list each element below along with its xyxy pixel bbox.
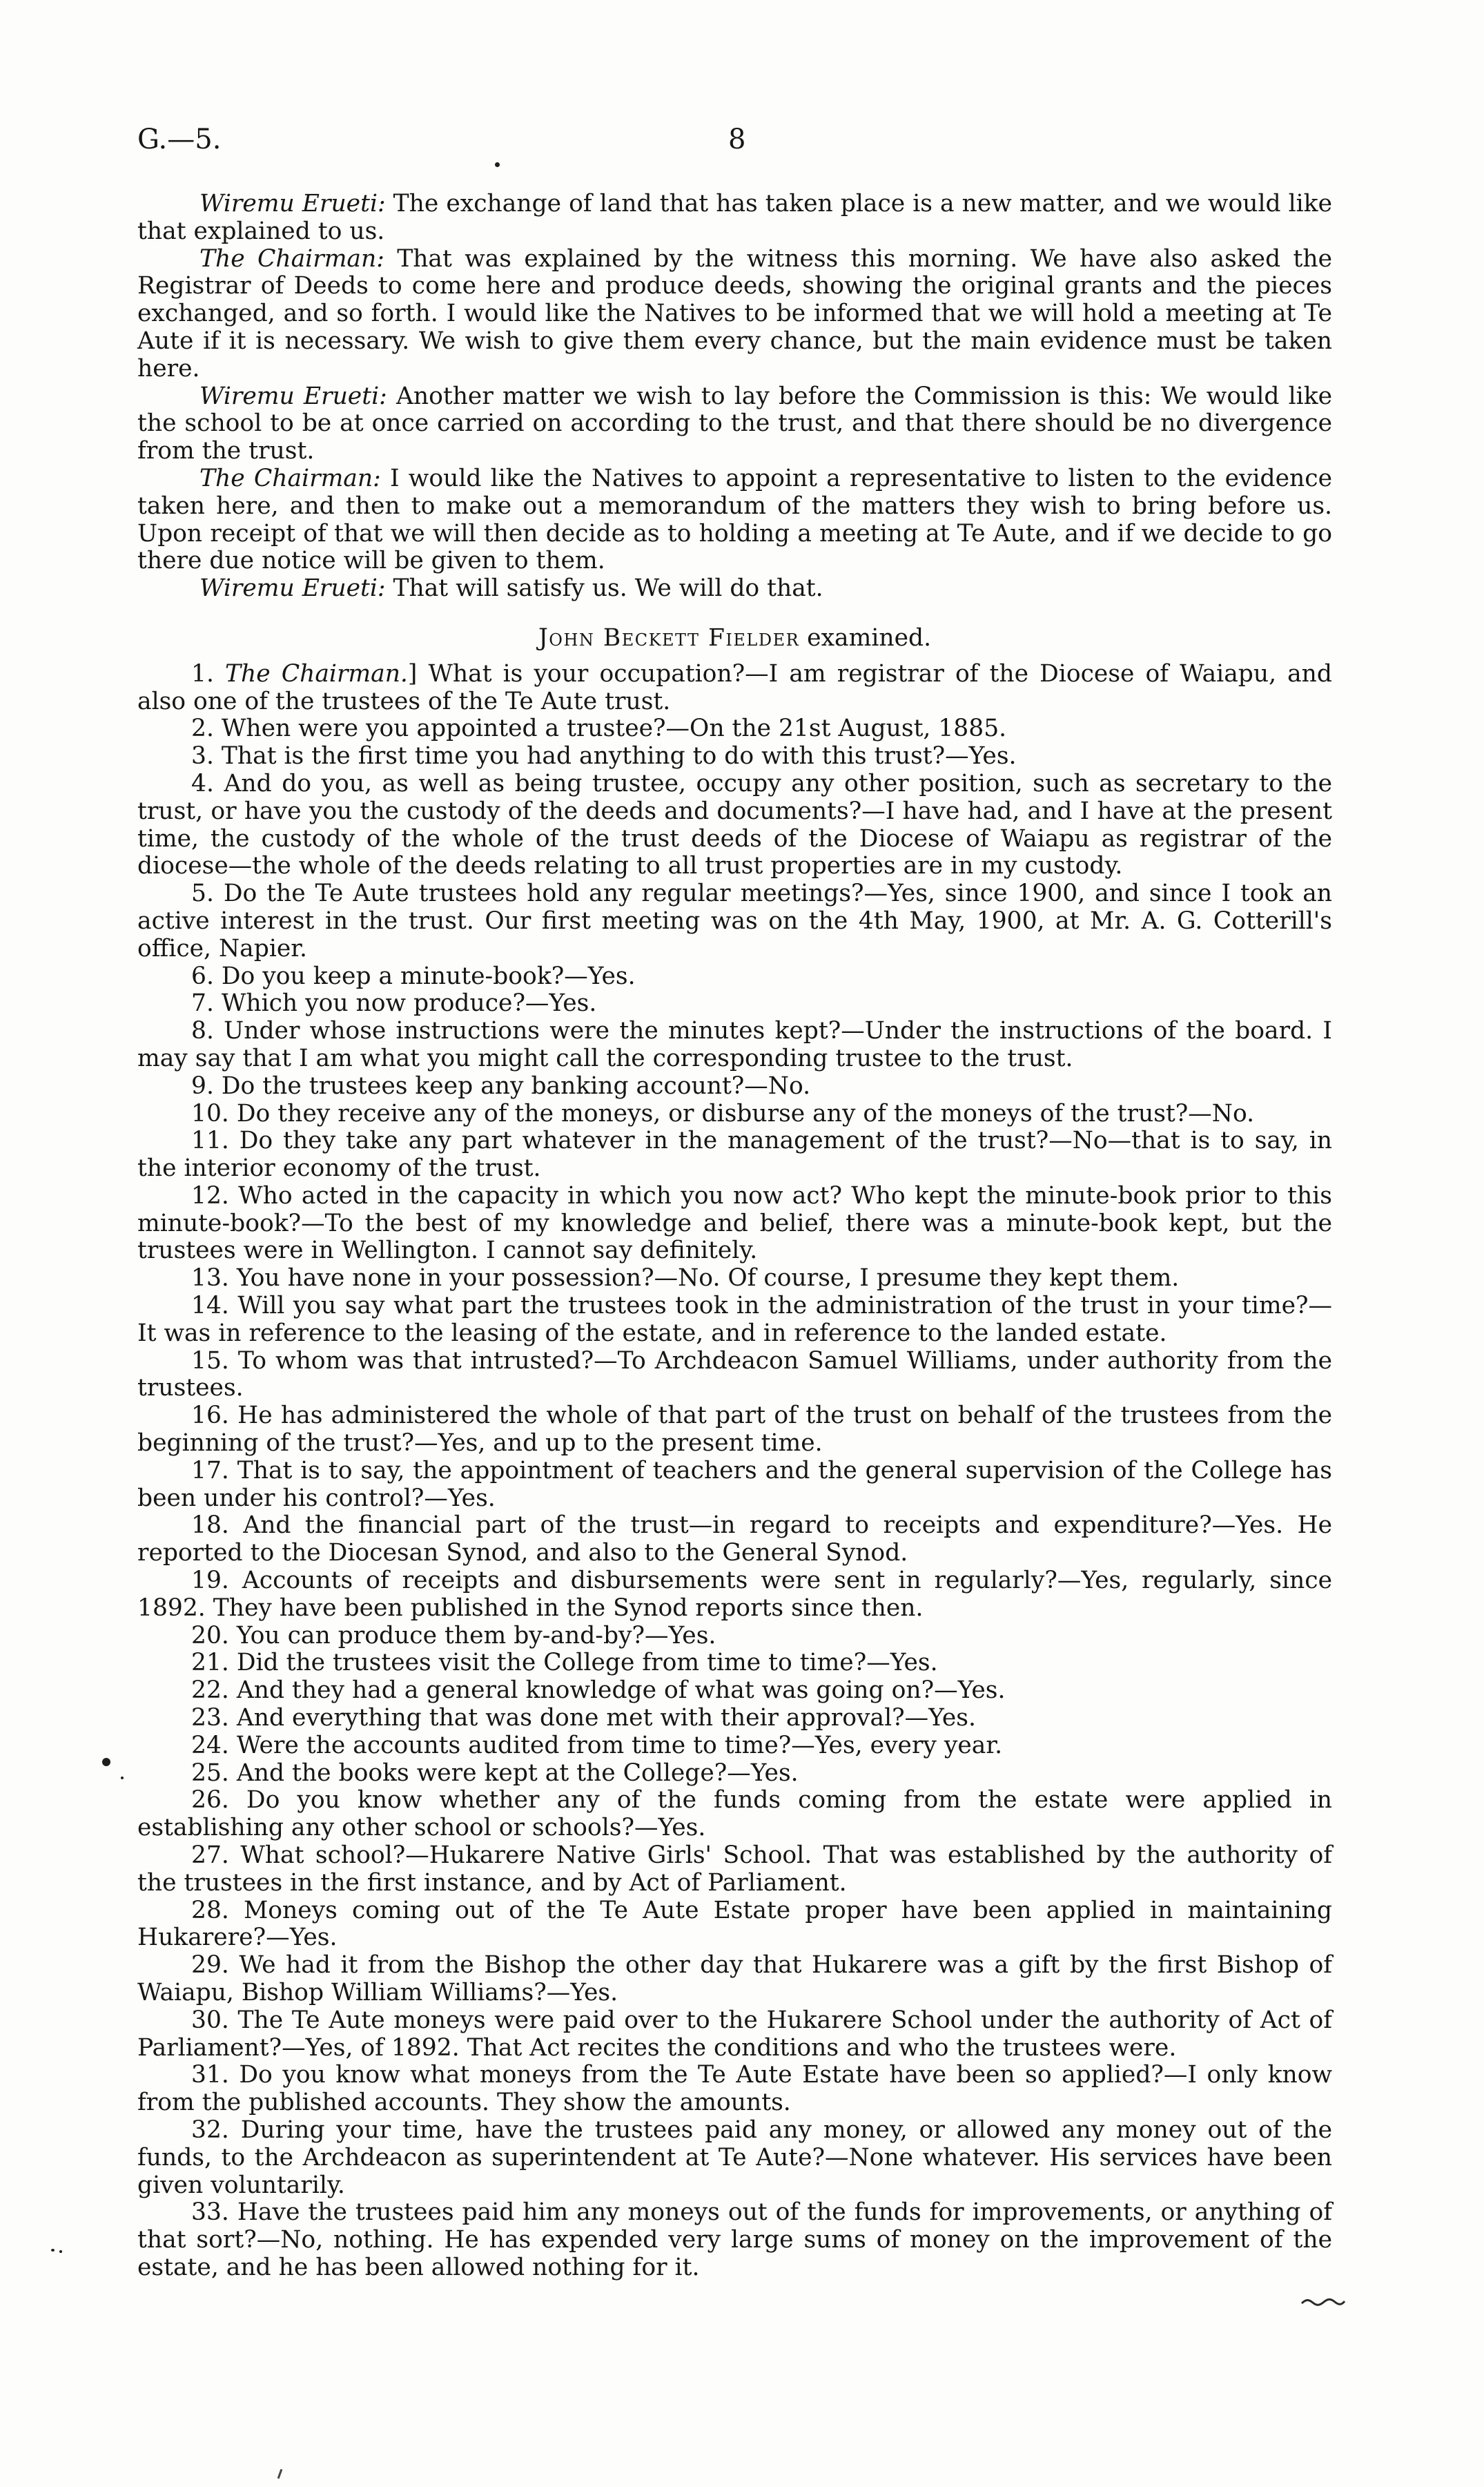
question-answer-text: You have none in your possession?—No. Of course, I presume they kept them. <box>236 1264 1180 1293</box>
question-answer-text: Accounts of receipts and disbursements were sent in regularly?—Yes, regularly, since 1892. They have been published in the Synod reports since then. <box>137 1567 1332 1622</box>
question-answer <box>137 1897 1332 1953</box>
question-number: 6. <box>191 962 214 990</box>
dialogue-paragraph <box>137 191 1332 246</box>
question-number: 3. <box>191 742 214 771</box>
question-answer <box>137 963 1332 991</box>
question-answer-text: And the financial part of the trust—in regard to receipts and expenditure?—Yes. He reported to the Diocesan Synod, and also to the General Synod. <box>137 1511 1333 1567</box>
question-answer-text: Who acted in the capacity in which you now act? Who kept the minute-book prior to this minute-book?—To the best of my knowledge and belief, there was a minute-book kept, but the trustees were in Wellington. I cannot say definitely. <box>137 1181 1332 1265</box>
question-answer-text: ] What is your occupation?—I am registrar of the Diocese of Waiapu, and also one of the trustees of the Te Aute trust. <box>137 659 1332 715</box>
question-answer <box>137 1293 1332 1348</box>
question-answer <box>137 1348 1332 1403</box>
question-number: 13. <box>191 1264 229 1293</box>
ink-mark <box>277 2469 283 2479</box>
question-number: 19. <box>191 1567 229 1595</box>
ink-speck <box>495 162 500 167</box>
question-number: 17. <box>191 1456 229 1484</box>
document-reference: G.—5. <box>137 124 222 155</box>
question-number: 25. <box>191 1759 229 1787</box>
question-number: 14. <box>191 1292 229 1320</box>
question-number: 32. <box>191 2116 229 2144</box>
question-answer-text: And they had a general knowledge of what was going on?—Yes. <box>236 1676 1006 1705</box>
question-answer <box>137 1018 1332 1073</box>
ink-speck <box>102 1758 110 1766</box>
document-body <box>137 191 1332 2282</box>
question-answer-text: That is to say, the appointment of teachers and the general supervision of the College has been under his control?—Yes. <box>137 1456 1332 1512</box>
question-answer <box>137 661 1332 716</box>
speaker-name: Wiremu Erueti: <box>199 382 387 410</box>
question-answer-text: Do you know whether any of the funds coming from the estate were applied in establishing any other school or schools?—Yes. <box>137 1786 1332 1842</box>
question-answer <box>137 771 1332 880</box>
question-number: 11. <box>191 1127 229 1155</box>
question-answer <box>137 715 1332 743</box>
speaker-name: Wiremu Erueti: <box>199 190 386 217</box>
dialogue-text: That was explained by the witness this morning. We have also asked the Registrar of Deeds to come here and produce deeds, showing the original grants and the pieces exchanged, and so forth. I would like the Natives to be informed that we will hold a meeting at Te Aute if it is necessary. We wish to give them every chance, but the main evidence must be taken here. <box>137 244 1333 383</box>
question-number: 4. <box>191 769 214 797</box>
question-number: 2. <box>191 715 214 743</box>
question-answer <box>137 990 1332 1018</box>
question-answer <box>137 1787 1332 1842</box>
dialogue-text: That will satisfy us. We will do that. <box>393 574 823 603</box>
question-answer <box>137 1760 1332 1788</box>
dialogue-paragraph <box>137 383 1332 465</box>
speaker-name: The Chairman: <box>199 244 384 273</box>
question-answer-text: The Te Aute moneys were paid over to the Hukarere School under the authority of Act of Parliament?—Yes, of 1892. That Act recites the conditions and who the trustees were. <box>137 2006 1333 2062</box>
question-answer <box>137 1705 1332 1732</box>
question-number: 9. <box>191 1072 214 1100</box>
question-answer-text: Which you now produce?—Yes. <box>221 989 597 1018</box>
question-number: 33. <box>191 2198 229 2227</box>
question-number: 27. <box>191 1841 229 1870</box>
question-number: 28. <box>191 1896 229 1924</box>
question-answer <box>137 1101 1332 1128</box>
question-answer <box>137 2062 1332 2117</box>
question-answer-text: During your time, have the trustees paid any money, or allowed any money out of the funds, to the Archdeacon as superintendent at Te Aute?—None whatever. His services have been given voluntarily. <box>137 2116 1333 2199</box>
question-answer <box>137 743 1332 771</box>
question-answer-text: Did the trustees visit the College from time to time?—Yes. <box>236 1649 938 1677</box>
witness-name: John Beckett Fielder <box>538 623 800 652</box>
question-answer <box>137 2199 1332 2281</box>
question-answer <box>137 1842 1332 1897</box>
question-number: 21. <box>191 1649 229 1677</box>
question-number: 26. <box>191 1786 229 1815</box>
question-answer <box>137 1732 1332 1760</box>
speaker-name: The Chairman: <box>199 464 381 492</box>
question-number: 18. <box>191 1511 229 1540</box>
question-answer-text: Do you keep a minute-book?—Yes. <box>221 962 636 990</box>
question-answer-text: Do the Te Aute trustees hold any regular meetings?—Yes, since 1900, and since I took an active interest in the trust. Our first meeting was on the 4th May, 1900, at Mr. A. G. Cotterill's office, Napier. <box>137 880 1333 962</box>
ink-speck <box>51 2249 55 2252</box>
question-answer <box>137 1512 1332 1567</box>
question-answer <box>137 1677 1332 1705</box>
question-answer <box>137 880 1332 962</box>
question-answer <box>137 1952 1332 2007</box>
dialogue-paragraph <box>137 246 1332 383</box>
question-answer <box>137 2007 1332 2062</box>
ink-squiggle <box>1300 2296 1346 2307</box>
question-number: 23. <box>191 1704 229 1732</box>
question-number: 24. <box>191 1731 229 1759</box>
question-number: 30. <box>191 2006 229 2034</box>
question-number: 16. <box>191 1402 229 1430</box>
question-number: 12. <box>191 1181 229 1210</box>
question-number: 20. <box>191 1621 229 1649</box>
question-number: 7. <box>191 989 214 1018</box>
dialogue-paragraph <box>137 465 1332 575</box>
question-answer-text: Have the trustees paid him any moneys out of the funds for improvements, or anything of that sort?—No, nothing. He has expended very large sums of money on the improvement of the estate, and he has been allowed nothing for it. <box>137 2198 1332 2281</box>
question-answer <box>137 1623 1332 1650</box>
question-answer-text: Under whose instructions were the minutes kept?—Under the instructions of the board. I may say that I am what you might call the corresponding trustee to the trust. <box>137 1017 1332 1072</box>
question-number: 29. <box>191 1951 229 1980</box>
witness-heading-suffix: examined. <box>807 623 932 652</box>
question-number: 31. <box>191 2061 229 2089</box>
question-answer <box>137 1073 1332 1101</box>
question-answer <box>137 1183 1332 1265</box>
question-answer-text: And do you, as well as being trustee, occupy any other position, such as secretary to the trust, or have you the custody of the deeds and documents?—I have had, and I have at the present time, the custody of the whole of the trust deeds of the Diocese of Waiapu as registrar of the diocese—the whole of the deeds relating to all trust properties are in my custody. <box>137 769 1332 880</box>
question-answer <box>137 1128 1332 1183</box>
question-answer <box>137 1402 1332 1458</box>
speaker-name: Wiremu Erueti: <box>199 574 386 603</box>
ink-speck <box>59 2250 62 2253</box>
question-answer-text: He has administered the whole of that part of the trust on behalf of the trustees from the beginning of the trust?—Yes, and up to the present time. <box>137 1402 1332 1458</box>
question-answer-text: Will you say what part the trustees took in the administration of the trust in your time?—It was in reference to the leasing of the estate, and in reference to the landed estate. <box>137 1292 1332 1347</box>
question-answer-text: We had it from the Bishop the other day that Hukarere was a gift by the first Bishop of Waiapu, Bishop William Williams?—Yes. <box>137 1951 1332 2006</box>
question-number: 22. <box>191 1676 229 1705</box>
question-answer-text: Do they receive any of the moneys, or disburse any of the moneys of the trust?—No. <box>236 1099 1255 1128</box>
question-answer-text: You can produce them by-and-by?—Yes. <box>236 1621 716 1649</box>
question-answer-text: That is the first time you had anything to do with this trust?—Yes. <box>221 742 1017 771</box>
dialogue-paragraph <box>137 575 1332 603</box>
question-answer <box>137 1265 1332 1293</box>
question-number: 1. <box>191 659 214 688</box>
question-answer-text: Moneys coming out of the Te Aute Estate proper have been applied in maintaining Hukarere?—Yes. <box>137 1896 1332 1952</box>
question-answer-text: Do the trustees keep any banking account?—No. <box>221 1072 811 1100</box>
question-answer <box>137 2117 1332 2199</box>
dialogue-text: Another matter we wish to lay before the Commission is this: We would like the school to be at once carried on according to the trust, and that there should be no divergence from the trust. <box>137 382 1333 465</box>
question-answer <box>137 1649 1332 1677</box>
question-number: 5. <box>191 880 214 908</box>
question-number: 15. <box>191 1346 229 1375</box>
question-answer-text: And everything that was done met with their approval?—Yes. <box>236 1704 976 1732</box>
question-answer <box>137 1458 1332 1513</box>
dialogue-text: I would like the Natives to appoint a representative to listen to the evidence taken here, and then to make out a memorandum of the matters they wish to bring before us. Upon receipt of that we will then decide as to holding a meeting at Te Aute, and if we decide to go there due notice will be given to them. <box>137 464 1333 575</box>
question-answer-text: Do you know what moneys from the Te Aute Estate have been so applied?—I only know from the published accounts. They show the amounts. <box>137 2061 1332 2117</box>
question-answer-text: Were the accounts audited from time to time?—Yes, every year. <box>236 1731 1003 1759</box>
question-number: 8. <box>191 1017 214 1045</box>
question-answer-text: Do they take any part whatever in the management of the trust?—No—that is to say, in the interior economy of the trust. <box>137 1127 1332 1183</box>
ink-speck <box>121 1777 124 1779</box>
question-answer-text: When were you appointed a trustee?—On the 21st August, 1885. <box>221 715 1007 743</box>
witness-heading <box>137 625 1332 652</box>
question-number: 10. <box>191 1099 229 1128</box>
question-answer-text: To whom was that intrusted?—To Archdeacon Samuel Williams, under authority from the trustees. <box>137 1346 1333 1402</box>
question-answer <box>137 1567 1332 1623</box>
question-answer-text: And the books were kept at the College?—Yes. <box>236 1759 799 1787</box>
speaker-name: The Chairman. <box>225 659 408 688</box>
dialogue-text: The exchange of land that has taken place is a new matter, and we would like that explained to us. <box>137 190 1332 245</box>
question-answer-text: What school?—Hukarere Native Girls' School. That was established by the authority of the trustees in the first instance, and by Act of Parliament. <box>137 1841 1333 1897</box>
page-number: 8 <box>728 124 746 155</box>
